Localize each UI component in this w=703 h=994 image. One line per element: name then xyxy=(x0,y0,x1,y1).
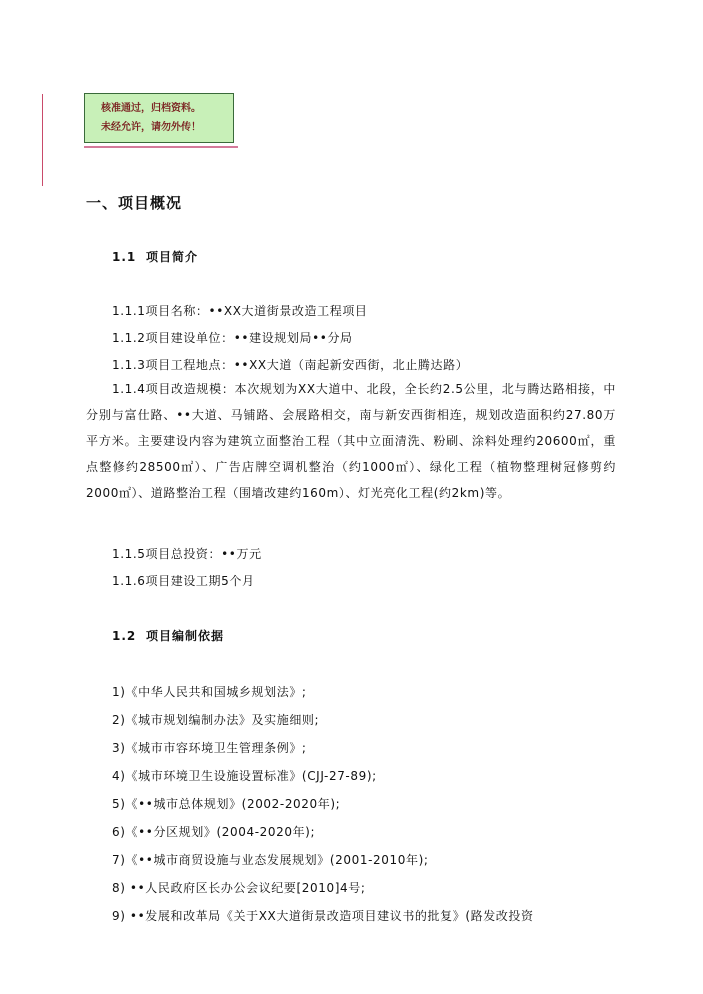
item-1-1-3: 1.1.3项目工程地点：••XX大道（南起新安西街，北止腾达路） xyxy=(112,358,469,372)
heading-project-overview: 一、项目概况 xyxy=(86,194,183,212)
reference-item-4: 4)《城市环境卫生设施设置标准》(CJJ-27-89); xyxy=(112,769,377,783)
reference-item-7: 7)《••城市商贸设施与业态发展规划》(2001-2010年); xyxy=(112,853,429,867)
margin-line xyxy=(42,94,43,186)
reference-item-3: 3)《城市市容环境卫生管理条例》; xyxy=(112,741,307,755)
heading-1-1 xyxy=(112,248,198,265)
item-1-1-5: 1.1.5项目总投资：••万元 xyxy=(112,547,262,561)
heading-1-2-title: 项目编制依据 xyxy=(146,629,225,643)
heading-1-1-title: 项目简介 xyxy=(146,250,199,264)
reference-item-1: 1)《中华人民共和国城乡规划法》; xyxy=(112,685,307,699)
heading-1-2 xyxy=(112,627,224,644)
item-1-1-2: 1.1.2项目建设单位：••建设规划局••分局 xyxy=(112,331,353,345)
item-1-1-4-paragraph: 1.1.4项目改造规模：本次规划为XX大道中、北段，全长约2.5公里，北与腾达路相接，中分别与富仕路、••大道、马铺路、会展路相交，南与新安西街相连，规划改造面积约27.80万平方米。主要建设内容为建筑立面整治工程（其中立面清洗、粉刷、涂料处理约20600㎡，重点整修约28500㎡）、广告店牌空调机整治（约1000㎡）、绿化工程（植物整理树冠修剪约2000㎡）、道路整治工程（围墙改建约160m）、灯光亮化工程(约2km)等。 xyxy=(86,382,616,500)
heading-1-2-number: 1.2 xyxy=(112,629,137,643)
reference-item-2: 2)《城市规划编制办法》及实施细则; xyxy=(112,713,320,727)
reference-item-5: 5)《••城市总体规划》(2002-2020年); xyxy=(112,797,341,811)
approval-stamp xyxy=(84,93,234,143)
item-1-1-1: 1.1.1项目名称：••XX大道街景改造工程项目 xyxy=(112,304,368,318)
heading-1-1-number: 1.1 xyxy=(112,250,137,264)
reference-item-6: 6)《••分区规划》(2004-2020年); xyxy=(112,825,316,839)
item-1-1-6: 1.1.6项目建设工期5个月 xyxy=(112,574,255,588)
stamp-line-2: 未经允许，请勿外传！ xyxy=(101,122,201,133)
stamp-underline xyxy=(84,146,238,148)
stamp-line-1: 核准通过，归档资料。 xyxy=(101,103,201,114)
reference-item-8: 8) ••人民政府区长办公会议纪要[2010]4号; xyxy=(112,881,366,895)
reference-item-9: 9) ••发展和改革局《关于XX大道街景改造项目建议书的批复》(路发改投资 xyxy=(112,909,534,923)
